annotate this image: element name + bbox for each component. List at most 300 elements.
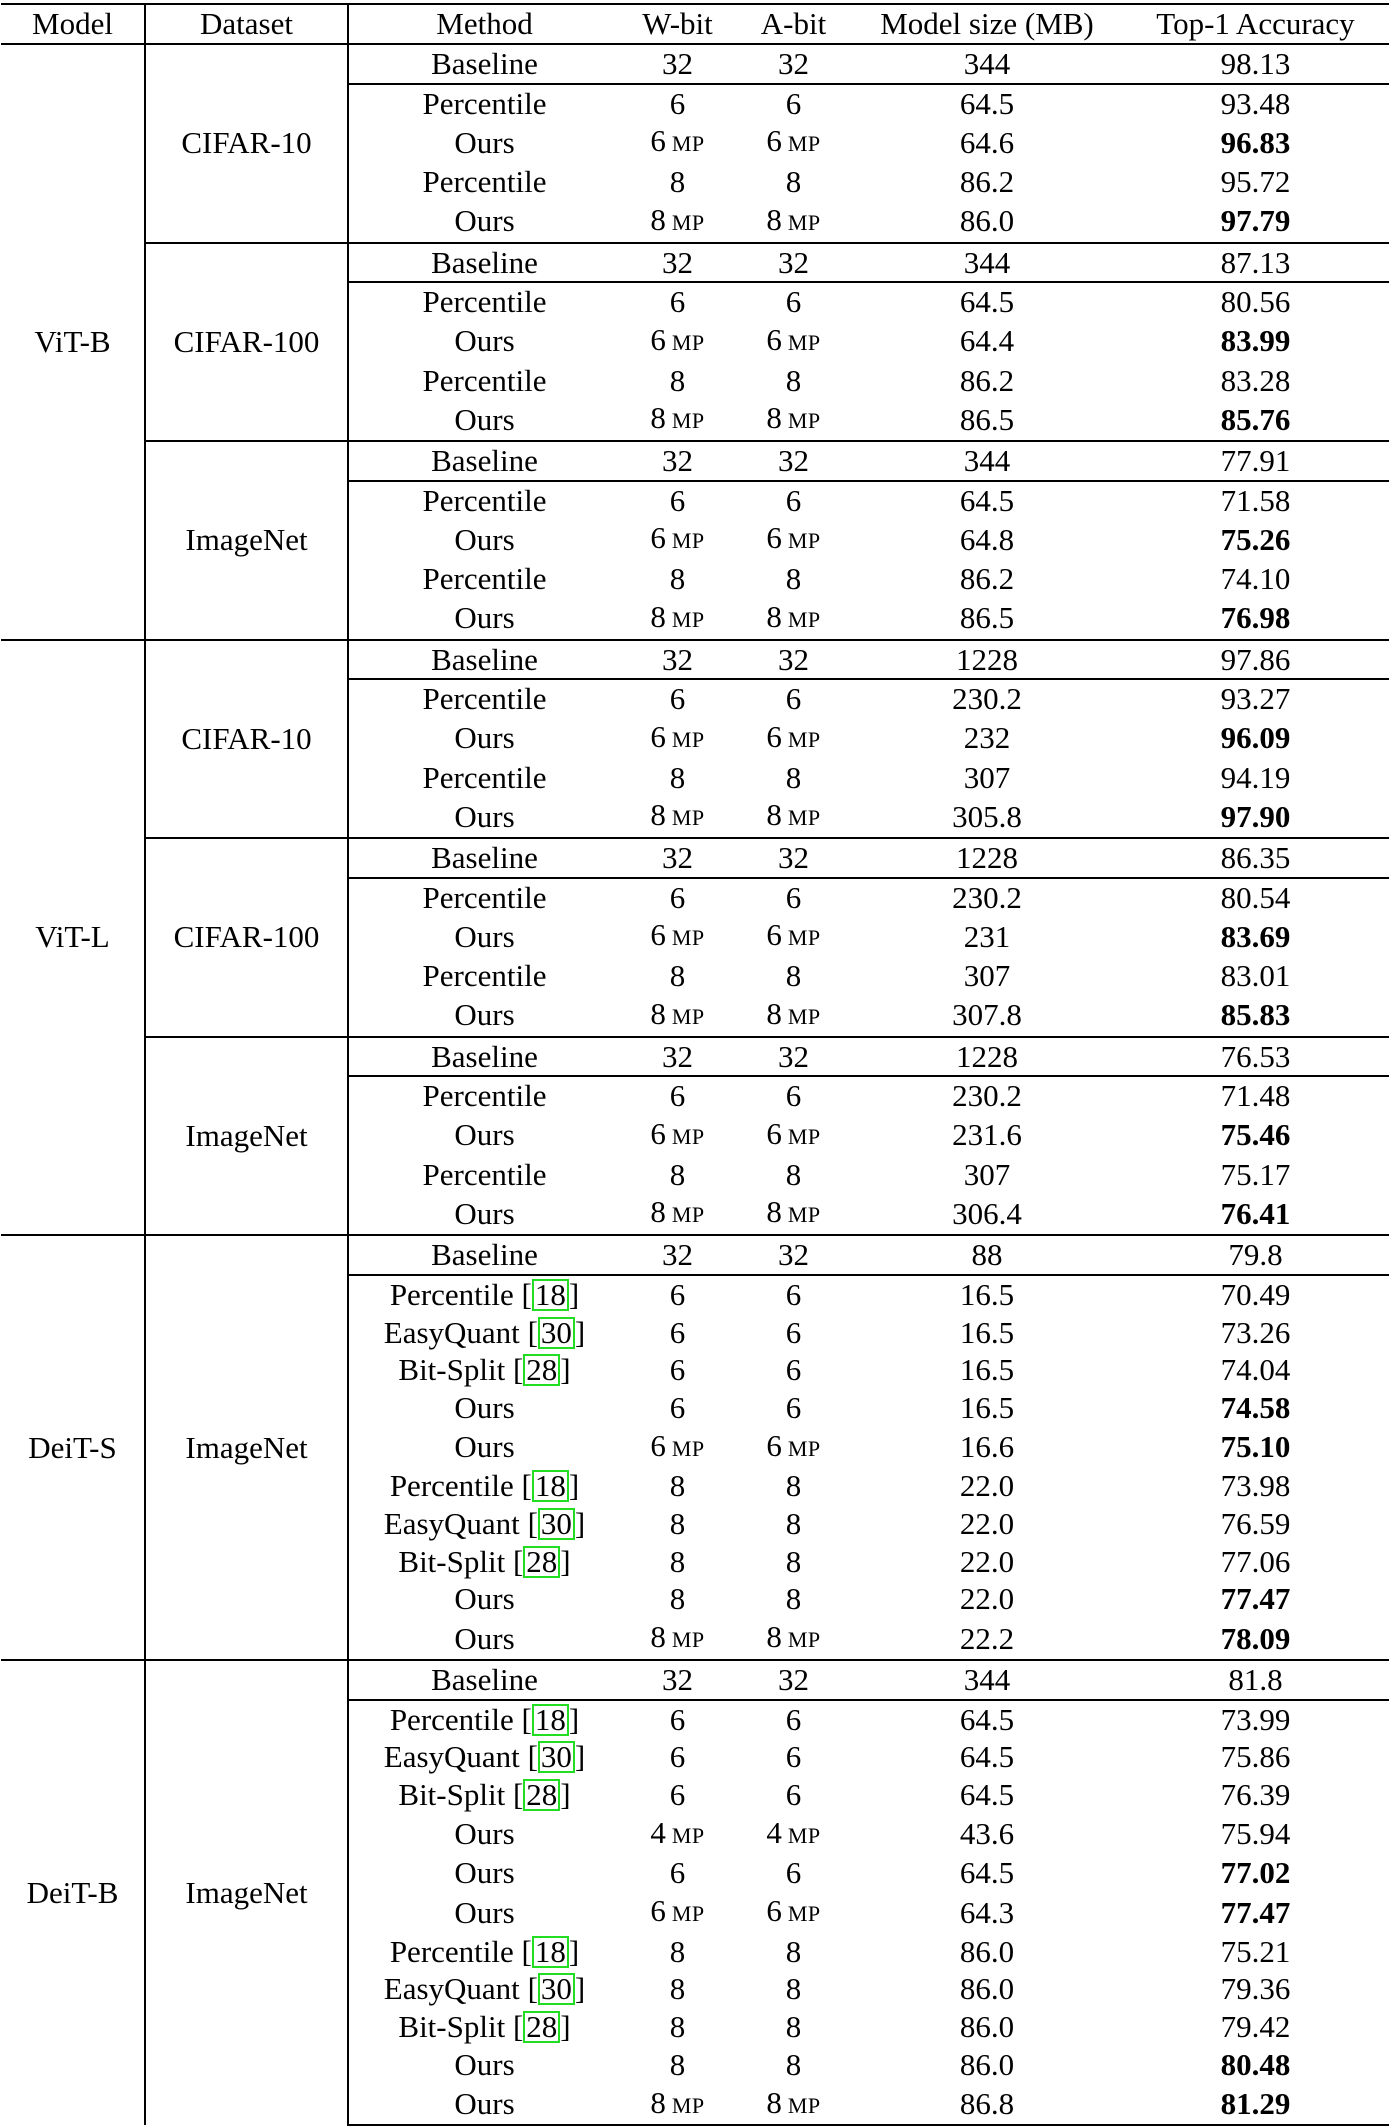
cell-model-size: 307 bbox=[963, 1156, 1011, 1192]
cell-a-bit-value: 6 bbox=[785, 1739, 802, 1775]
cell-method bbox=[348, 560, 620, 598]
method-label: EasyQuant bbox=[383, 1314, 520, 1350]
cell-method bbox=[348, 441, 620, 481]
mixed-precision-tag: MP bbox=[787, 1435, 821, 1461]
cell-model-size: 16.6 bbox=[959, 1429, 1015, 1465]
cell-top1-accuracy: 73.98 bbox=[1220, 1468, 1291, 1504]
cell-model-size: 64.5 bbox=[959, 1776, 1015, 1812]
cell-w-bit-value: 6 bbox=[650, 718, 666, 754]
cell-w-bit-value: 8 bbox=[669, 1933, 686, 1969]
cell-method bbox=[348, 163, 620, 201]
cell-top1-accuracy: 83.69 bbox=[1220, 918, 1291, 954]
cell-method: Percentile [18] bbox=[389, 1276, 580, 1312]
cell-model-size: 86.5 bbox=[959, 401, 1015, 437]
cell-w-bit-value: 32 bbox=[662, 840, 693, 876]
cell-a-bit-value: 32 bbox=[778, 840, 809, 876]
cell-a-bit-value: 6 bbox=[785, 1314, 802, 1350]
cell-w-bit bbox=[620, 321, 735, 362]
cell-method bbox=[348, 1427, 620, 1468]
citation-link[interactable]: 28 bbox=[523, 1546, 560, 1578]
cell-model-size: 64.5 bbox=[959, 85, 1015, 121]
citation-link[interactable]: 28 bbox=[523, 1779, 560, 1811]
cell-method bbox=[348, 878, 620, 917]
cell-top1-accuracy: 75.94 bbox=[1220, 1816, 1291, 1852]
cell-a-bit-value: 8 bbox=[785, 958, 802, 994]
cell-w-bit bbox=[620, 481, 735, 520]
method-label: Ours bbox=[454, 2086, 515, 2122]
cell-top1-accuracy: 97.90 bbox=[1220, 798, 1291, 834]
mixed-precision-tag: MP bbox=[787, 1822, 821, 1848]
cell-a-bit bbox=[735, 796, 852, 838]
mixed-precision-tag: MP bbox=[671, 925, 705, 951]
cell-top1-accuracy: 80.56 bbox=[1220, 284, 1291, 320]
cell-a-bit-value: 8 bbox=[766, 1194, 782, 1230]
cell-a-bit-value: 8 bbox=[785, 1933, 802, 1969]
method-label: Bit-Split bbox=[398, 1776, 506, 1812]
cell-a-bit-value: 4 bbox=[766, 1814, 782, 1850]
cell-w-bit bbox=[620, 2008, 735, 2046]
method-label: Ours bbox=[454, 1620, 515, 1656]
cell-w-bit bbox=[620, 84, 735, 123]
cell-model-size: 88 bbox=[852, 1235, 1122, 1275]
cell-a-bit bbox=[735, 2046, 852, 2084]
cell-model-size: 86.5 bbox=[959, 600, 1015, 636]
cell-method bbox=[348, 122, 620, 163]
method-label: Ours bbox=[454, 2046, 515, 2082]
cell-a-bit bbox=[735, 878, 852, 917]
cell-top1-accuracy: 79.36 bbox=[1220, 1971, 1291, 2007]
cell-method: Percentile [18] bbox=[389, 1701, 580, 1737]
cell-top1-accuracy: 97.79 bbox=[1220, 203, 1291, 239]
cell-w-bit bbox=[620, 1618, 735, 1660]
cell-w-bit-value: 6 bbox=[669, 1701, 686, 1737]
method-label: Percentile bbox=[389, 1701, 514, 1737]
method-label: Percentile bbox=[422, 561, 547, 597]
method-label: Bit-Split bbox=[398, 1352, 506, 1388]
cell-model-size: 230.2 bbox=[952, 879, 1022, 915]
cell-model-size: 86.2 bbox=[959, 164, 1015, 200]
method-label: Baseline bbox=[431, 46, 538, 81]
cell-a-bit-value: 6 bbox=[785, 1701, 802, 1737]
cell-top1-accuracy: 75.26 bbox=[1220, 521, 1291, 557]
mixed-precision-tag: MP bbox=[787, 131, 821, 157]
mixed-precision-tag: MP bbox=[787, 209, 821, 235]
cell-method: EasyQuant [30] bbox=[383, 1739, 586, 1775]
cell-a-bit bbox=[735, 44, 852, 84]
cell-w-bit-value: 8 bbox=[650, 598, 666, 634]
cell-a-bit bbox=[735, 481, 852, 520]
cell-w-bit-value: 8 bbox=[669, 1543, 686, 1579]
cell-model-size: 344 bbox=[852, 1660, 1122, 1700]
cell-method bbox=[348, 321, 620, 362]
method-label: Baseline bbox=[431, 244, 538, 280]
cell-model-size: 64.5 bbox=[959, 1855, 1015, 1891]
cell-w-bit-value: 6 bbox=[669, 1352, 686, 1388]
method-label: Percentile bbox=[389, 1276, 514, 1312]
cell-top1-accuracy: 96.83 bbox=[1220, 124, 1291, 160]
cell-method bbox=[348, 995, 620, 1037]
cell-method bbox=[348, 481, 620, 520]
cell-model-size: 231 bbox=[963, 918, 1011, 954]
method-label: Percentile bbox=[422, 1078, 547, 1114]
cell-top1-accuracy: 85.76 bbox=[1220, 401, 1291, 437]
cell-top1-accuracy: 73.26 bbox=[1220, 1314, 1291, 1350]
cell-w-bit-value: 8 bbox=[669, 958, 686, 994]
cell-w-bit-value: 32 bbox=[662, 46, 693, 81]
method-label: Bit-Split bbox=[398, 2009, 506, 2045]
method-label: Percentile bbox=[422, 879, 547, 915]
mixed-precision-tag: MP bbox=[671, 1123, 705, 1149]
cell-w-bit-value: 8 bbox=[669, 362, 686, 398]
method-label: Ours bbox=[454, 1816, 515, 1852]
cell-a-bit-value: 8 bbox=[785, 2009, 802, 2045]
cell-w-bit-value: 8 bbox=[650, 1194, 666, 1230]
cell-top1-accuracy: 86.35 bbox=[1122, 838, 1389, 878]
cell-dataset: CIFAR-100 bbox=[145, 243, 348, 442]
cell-a-bit-value: 8 bbox=[785, 1468, 802, 1504]
cell-top1-accuracy: 96.09 bbox=[1220, 720, 1291, 756]
mixed-precision-tag: MP bbox=[671, 1435, 705, 1461]
table-row bbox=[1, 243, 1389, 283]
cell-top1-accuracy: 98.13 bbox=[1122, 44, 1389, 84]
cell-w-bit-value: 6 bbox=[650, 1427, 666, 1463]
cell-top1-accuracy: 71.48 bbox=[1220, 1078, 1291, 1114]
cell-w-bit-value: 8 bbox=[669, 1581, 686, 1617]
header-w-bit: W-bit bbox=[620, 4, 735, 44]
citation-link[interactable]: 18 bbox=[532, 1704, 569, 1736]
citation-link[interactable]: 18 bbox=[532, 1279, 569, 1311]
cell-a-bit bbox=[735, 1776, 852, 1814]
table-row bbox=[1, 838, 1389, 878]
cell-w-bit bbox=[620, 1580, 735, 1618]
cell-method bbox=[348, 282, 620, 321]
cell-w-bit bbox=[620, 640, 735, 680]
cell-w-bit bbox=[620, 1738, 735, 1776]
cell-w-bit-value: 6 bbox=[669, 85, 686, 121]
cell-w-bit bbox=[620, 2084, 735, 2126]
cell-w-bit bbox=[620, 1156, 735, 1194]
mixed-precision-tag: MP bbox=[787, 528, 821, 554]
cell-w-bit bbox=[620, 122, 735, 163]
cell-top1-accuracy: 79.8 bbox=[1122, 1235, 1389, 1275]
cell-method bbox=[348, 838, 620, 878]
cell-method bbox=[348, 1037, 620, 1077]
cell-w-bit bbox=[620, 1776, 735, 1814]
cell-model-size: 307 bbox=[963, 759, 1011, 795]
method-label: Percentile bbox=[389, 1933, 514, 1969]
cell-w-bit bbox=[620, 598, 735, 640]
cell-a-bit-value: 6 bbox=[785, 1078, 802, 1114]
mixed-precision-tag: MP bbox=[671, 1627, 705, 1653]
mixed-precision-tag: MP bbox=[787, 805, 821, 831]
cell-top1-accuracy: 75.46 bbox=[1220, 1117, 1291, 1153]
cell-a-bit-value: 8 bbox=[785, 164, 802, 200]
cell-a-bit bbox=[735, 2008, 852, 2046]
cell-w-bit bbox=[620, 1814, 735, 1855]
cell-top1-accuracy: 97.86 bbox=[1122, 640, 1389, 680]
cell-a-bit bbox=[735, 1618, 852, 1660]
cell-a-bit-value: 8 bbox=[785, 1971, 802, 2007]
cell-a-bit-value: 32 bbox=[778, 1038, 809, 1074]
cell-a-bit-value: 6 bbox=[766, 520, 782, 556]
cell-model-size: 307.8 bbox=[952, 997, 1022, 1033]
cell-w-bit-value: 6 bbox=[669, 1314, 686, 1350]
cell-a-bit bbox=[735, 1467, 852, 1505]
cell-a-bit bbox=[735, 916, 852, 957]
citation-link[interactable]: 30 bbox=[538, 1317, 575, 1349]
cell-w-bit bbox=[620, 1193, 735, 1235]
cell-method bbox=[348, 1156, 620, 1194]
method-label: EasyQuant bbox=[383, 1506, 520, 1542]
cell-model-size: 64.4 bbox=[959, 323, 1015, 359]
cell-w-bit-value: 6 bbox=[650, 123, 666, 159]
cell-a-bit bbox=[735, 1854, 852, 1892]
cell-method bbox=[348, 1814, 620, 1855]
cell-w-bit-value: 6 bbox=[669, 1276, 686, 1312]
method-label: Ours bbox=[454, 1389, 515, 1425]
cell-w-bit-value: 8 bbox=[650, 400, 666, 436]
cell-w-bit bbox=[620, 1467, 735, 1505]
cell-a-bit bbox=[735, 1156, 852, 1194]
cell-model-size: 64.5 bbox=[959, 1701, 1015, 1737]
cell-method bbox=[348, 759, 620, 797]
cell-a-bit-value: 8 bbox=[766, 2084, 782, 2120]
method-label: Ours bbox=[454, 997, 515, 1033]
cell-a-bit bbox=[735, 1389, 852, 1427]
cell-w-bit bbox=[620, 1037, 735, 1077]
cell-w-bit-value: 6 bbox=[650, 321, 666, 357]
cell-w-bit-value: 6 bbox=[669, 1739, 686, 1775]
cell-method bbox=[348, 2084, 620, 2126]
method-label: Ours bbox=[454, 203, 515, 239]
cell-method bbox=[348, 1115, 620, 1156]
cell-w-bit bbox=[620, 560, 735, 598]
cell-top1-accuracy: 80.54 bbox=[1220, 879, 1291, 915]
cell-a-bit bbox=[735, 1543, 852, 1581]
cell-w-bit-value: 6 bbox=[669, 1078, 686, 1114]
mixed-precision-tag: MP bbox=[787, 1901, 821, 1927]
cell-method bbox=[348, 1618, 620, 1660]
cell-method: Bit-Split [28] bbox=[398, 2009, 571, 2045]
cell-a-bit-value: 6 bbox=[785, 1855, 802, 1891]
cell-top1-accuracy: 76.41 bbox=[1220, 1195, 1291, 1231]
cell-w-bit-value: 8 bbox=[669, 561, 686, 597]
cell-w-bit-value: 8 bbox=[650, 1619, 666, 1655]
cell-model-size: 64.5 bbox=[959, 284, 1015, 320]
cell-model-size: 22.0 bbox=[959, 1543, 1015, 1579]
table-row bbox=[1, 640, 1389, 680]
cell-top1-accuracy: 76.59 bbox=[1220, 1506, 1291, 1542]
cell-w-bit bbox=[620, 1505, 735, 1543]
cell-model-size: 16.5 bbox=[959, 1389, 1015, 1425]
cell-top1-accuracy: 77.06 bbox=[1220, 1543, 1291, 1579]
cell-a-bit bbox=[735, 1351, 852, 1389]
cell-w-bit-value: 6 bbox=[650, 520, 666, 556]
cell-w-bit bbox=[620, 995, 735, 1037]
cell-w-bit-value: 32 bbox=[662, 244, 693, 280]
cell-a-bit-value: 8 bbox=[785, 1506, 802, 1542]
cell-a-bit-value: 6 bbox=[766, 917, 782, 953]
cell-w-bit-value: 6 bbox=[669, 1855, 686, 1891]
cell-w-bit-value: 6 bbox=[650, 1115, 666, 1151]
method-label: Ours bbox=[454, 1894, 515, 1930]
header-model: Model bbox=[1, 4, 145, 44]
cell-a-bit-value: 6 bbox=[766, 123, 782, 159]
cell-model-size: 22.0 bbox=[959, 1468, 1015, 1504]
citation-link[interactable]: 30 bbox=[538, 1741, 575, 1773]
cell-method: Bit-Split [28] bbox=[398, 1352, 571, 1388]
cell-method bbox=[348, 201, 620, 243]
cell-w-bit-value: 8 bbox=[669, 2009, 686, 2045]
cell-a-bit bbox=[735, 1580, 852, 1618]
cell-top1-accuracy: 75.21 bbox=[1220, 1933, 1291, 1969]
method-label: Baseline bbox=[431, 840, 538, 876]
cell-model-size: 64.5 bbox=[959, 482, 1015, 518]
method-label: Percentile bbox=[422, 482, 547, 518]
cell-a-bit-value: 32 bbox=[778, 443, 809, 479]
cell-w-bit-value: 32 bbox=[662, 1237, 693, 1273]
cell-w-bit bbox=[620, 1933, 735, 1971]
cell-a-bit bbox=[735, 1076, 852, 1115]
cell-w-bit bbox=[620, 163, 735, 201]
cell-a-bit-value: 6 bbox=[785, 879, 802, 915]
cell-w-bit bbox=[620, 1970, 735, 2008]
header-a-bit: A-bit bbox=[735, 4, 852, 44]
cell-a-bit bbox=[735, 399, 852, 441]
cell-method: Bit-Split [28] bbox=[398, 1543, 571, 1579]
mixed-precision-tag: MP bbox=[671, 131, 705, 157]
cell-top1-accuracy: 76.39 bbox=[1220, 1776, 1291, 1812]
cell-model-size: 64.5 bbox=[959, 1739, 1015, 1775]
cell-model-size: 22.2 bbox=[959, 1620, 1015, 1656]
cell-top1-accuracy: 79.42 bbox=[1220, 2009, 1291, 2045]
cell-a-bit-value: 6 bbox=[766, 1115, 782, 1151]
mixed-precision-tag: MP bbox=[671, 528, 705, 554]
cell-dataset: ImageNet bbox=[145, 441, 348, 640]
cell-w-bit-value: 4 bbox=[650, 1814, 666, 1850]
cell-method bbox=[348, 84, 620, 123]
cell-method bbox=[348, 1854, 620, 1892]
cell-method bbox=[348, 796, 620, 838]
cell-model: ViT-L bbox=[1, 640, 145, 1236]
method-label: Baseline bbox=[431, 443, 538, 479]
cell-a-bit-value: 32 bbox=[778, 641, 809, 677]
cell-w-bit-value: 8 bbox=[669, 759, 686, 795]
cell-a-bit bbox=[735, 838, 852, 878]
cell-method bbox=[348, 44, 620, 84]
cell-top1-accuracy: 78.09 bbox=[1220, 1620, 1291, 1656]
cell-method bbox=[348, 679, 620, 718]
cell-a-bit-value: 6 bbox=[785, 482, 802, 518]
cell-w-bit bbox=[620, 1660, 735, 1700]
cell-w-bit-value: 8 bbox=[650, 2084, 666, 2120]
cell-top1-accuracy: 74.10 bbox=[1220, 561, 1291, 597]
cell-top1-accuracy: 75.17 bbox=[1220, 1156, 1291, 1192]
mixed-precision-tag: MP bbox=[671, 606, 705, 632]
cell-w-bit-value: 8 bbox=[650, 797, 666, 833]
cell-w-bit-value: 6 bbox=[669, 284, 686, 320]
mixed-precision-tag: MP bbox=[787, 606, 821, 632]
cell-method bbox=[348, 1892, 620, 1933]
cell-method bbox=[348, 1580, 620, 1618]
cell-a-bit-value: 6 bbox=[785, 1352, 802, 1388]
cell-w-bit bbox=[620, 399, 735, 441]
cell-a-bit bbox=[735, 362, 852, 400]
cell-a-bit bbox=[735, 598, 852, 640]
cell-model: ViT-B bbox=[1, 44, 145, 640]
cell-a-bit bbox=[735, 122, 852, 163]
cell-top1-accuracy: 75.86 bbox=[1220, 1739, 1291, 1775]
cell-a-bit-value: 8 bbox=[785, 1581, 802, 1617]
cell-a-bit bbox=[735, 321, 852, 362]
citation-link[interactable]: 18 bbox=[532, 1936, 569, 1968]
method-label: Baseline bbox=[431, 641, 538, 677]
method-label: Ours bbox=[454, 600, 515, 636]
mixed-precision-tag: MP bbox=[671, 209, 705, 235]
citation-link[interactable]: 28 bbox=[523, 2011, 560, 2043]
cell-w-bit bbox=[620, 282, 735, 321]
cell-w-bit bbox=[620, 1235, 735, 1275]
cell-w-bit-value: 32 bbox=[662, 641, 693, 677]
cell-model-size: 344 bbox=[852, 441, 1122, 481]
cell-method bbox=[348, 1235, 620, 1275]
cell-model-size: 86.2 bbox=[959, 362, 1015, 398]
cell-w-bit bbox=[620, 1076, 735, 1115]
cell-w-bit-value: 8 bbox=[669, 1971, 686, 2007]
cell-a-bit bbox=[735, 1970, 852, 2008]
cell-dataset: ImageNet bbox=[145, 1235, 348, 1660]
method-label: EasyQuant bbox=[383, 1971, 520, 2007]
method-label: Percentile bbox=[422, 759, 547, 795]
cell-model-size: 16.5 bbox=[959, 1352, 1015, 1388]
cell-a-bit bbox=[735, 2084, 852, 2126]
cell-w-bit bbox=[620, 1275, 735, 1314]
cell-model-size: 306.4 bbox=[952, 1195, 1022, 1231]
cell-model-size: 344 bbox=[852, 44, 1122, 84]
cell-w-bit bbox=[620, 1314, 735, 1352]
cell-top1-accuracy: 77.91 bbox=[1122, 441, 1389, 481]
method-label: Ours bbox=[454, 521, 515, 557]
mixed-precision-tag: MP bbox=[787, 1627, 821, 1653]
cell-w-bit bbox=[620, 1351, 735, 1389]
cell-method: EasyQuant [30] bbox=[383, 1506, 586, 1542]
cell-method bbox=[348, 399, 620, 441]
cell-model-size: 232 bbox=[963, 720, 1011, 756]
cell-a-bit-value: 6 bbox=[766, 321, 782, 357]
cell-top1-accuracy: 83.99 bbox=[1220, 323, 1291, 359]
header-method: Method bbox=[348, 4, 620, 44]
cell-w-bit-value: 6 bbox=[650, 1893, 666, 1929]
cell-a-bit bbox=[735, 957, 852, 995]
method-label: Baseline bbox=[431, 1038, 538, 1074]
citation-link[interactable]: 30 bbox=[538, 1973, 575, 2005]
table-row bbox=[1, 1037, 1389, 1077]
cell-method: Percentile [18] bbox=[389, 1933, 580, 1969]
cell-top1-accuracy: 94.19 bbox=[1220, 759, 1291, 795]
cell-dataset: ImageNet bbox=[145, 1660, 348, 2125]
mixed-precision-tag: MP bbox=[671, 2092, 705, 2118]
citation-link[interactable]: 30 bbox=[538, 1508, 575, 1540]
cell-w-bit bbox=[620, 1427, 735, 1468]
cell-top1-accuracy: 85.83 bbox=[1220, 997, 1291, 1033]
citation-link[interactable]: 18 bbox=[532, 1470, 569, 1502]
cell-a-bit bbox=[735, 441, 852, 481]
results-table bbox=[1, 3, 1389, 2126]
citation-link[interactable]: 28 bbox=[523, 1354, 560, 1386]
cell-model-size: 16.5 bbox=[959, 1314, 1015, 1350]
cell-w-bit-value: 6 bbox=[669, 681, 686, 717]
table-row bbox=[1, 44, 1389, 84]
